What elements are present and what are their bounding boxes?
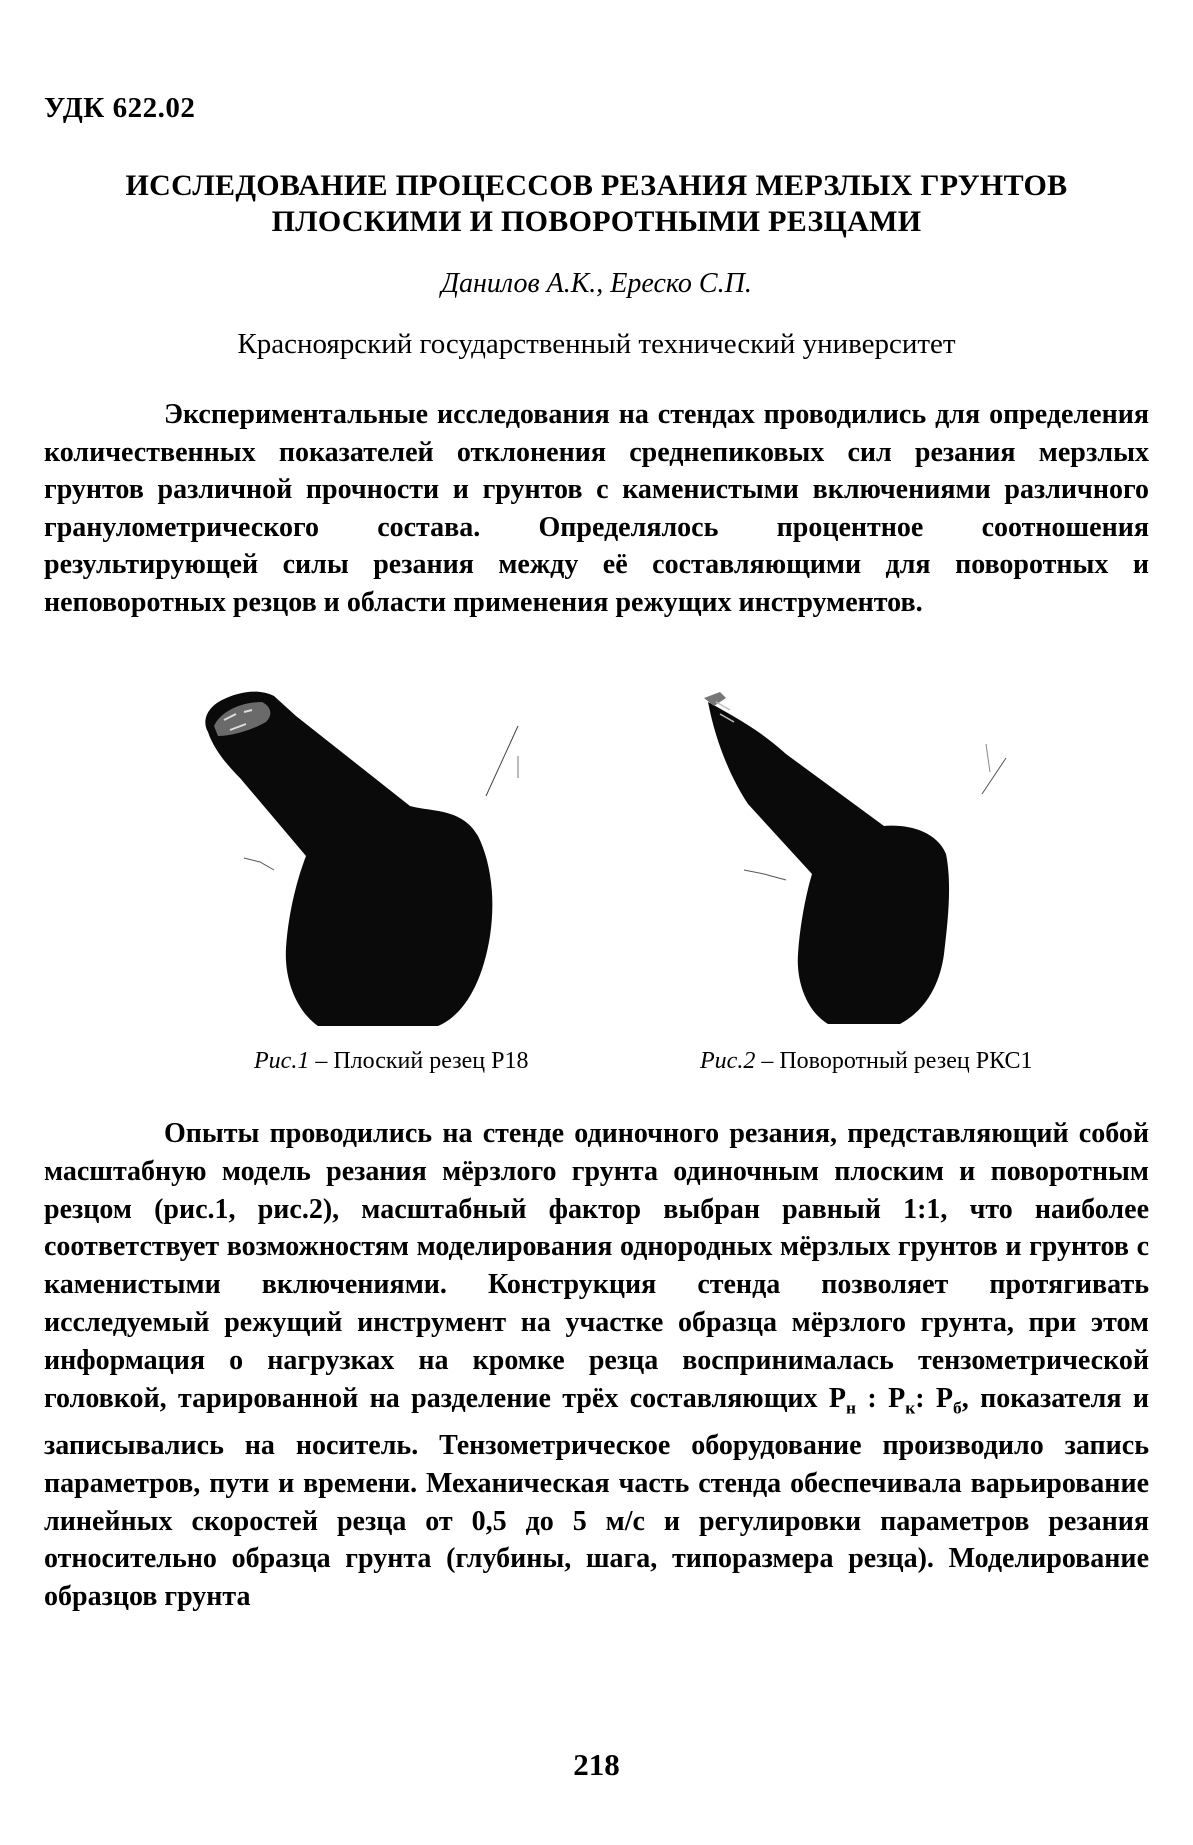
figure-1-label: Рис.1 — [254, 1048, 310, 1074]
force-p-symbol: P — [935, 1382, 954, 1414]
authors: Данилов А.К., Ереско С.П. — [441, 268, 752, 299]
figure-1-caption-text: – Плоский резец Р18 — [309, 1048, 529, 1074]
ratio-separator-2: : — [915, 1382, 936, 1414]
rotary-cutter-shape — [704, 692, 1006, 1024]
paper-title-line-1: ИССЛЕДОВАНИЕ ПРОЦЕССОВ РЕЗАНИЯ МЕРЗЛЫХ ГРУНТОВ — [125, 169, 1068, 202]
body-paragraph — [44, 1115, 1149, 1616]
affiliation: Красноярский государственный технический университет — [237, 328, 956, 360]
force-p-symbol: P — [828, 1382, 846, 1414]
force-subscript-k: к — [905, 1398, 916, 1418]
body-text-part-b: , показателя и записывались на носитель. Тензометрическое оборудование производило запись параметров, пути и времени. Механическая часть стенда обеспечивала варьирование линейных скоростей резца от 0,5 до 5 м/с и регулировки параметров резания относительно образца грунта (глубины, шага, типоразмера резца). Моделирование образцов грунта — [44, 1382, 1150, 1613]
ratio-separator-1: : — [855, 1382, 889, 1414]
figure-2-caption-text: – Поворотный резец РКС1 — [755, 1048, 1033, 1074]
figure-2-label: Рис.2 — [700, 1048, 756, 1074]
figure-2-rotary-cutter-photo — [690, 684, 1090, 1028]
udk-code: УДК 622.02 — [44, 92, 196, 124]
figure-2-caption — [700, 1048, 1032, 1075]
paper-title-line-2: ПЛОСКИМИ И ПОВОРОТНЫМИ РЕЗЦАМИ — [271, 205, 922, 238]
abstract-paragraph: Экспериментальные исследования на стендах проводились для определения количественных показателей отклонения среднепиковых сил резания мерзлых грунтов различной прочности и грунтов с каменистыми включениями различного гранулометрического состава. Определялось процентное соотношения результирующей силы резания между её составляющими для поворотных и неповоротных резцов и области применения режущих инструментов. — [44, 399, 1149, 618]
force-p-symbol: P — [888, 1382, 906, 1414]
flat-cutter-shape — [205, 692, 518, 1026]
body-text-part-a: Опыты проводились на стенде одиночного резания, представляющий собой масштабную модель резания мёрзлого грунта одиночным плоским и поворотным резцом (рис.1, рис.2), масштабный фактор выбран равный 1:1, что наиболее соответствует возможностям моделирования однородных мёрзлых грунтов и грунтов с каменистыми включениями. Конструкция стенда позволяет протягивать исследуемый режущий инструмент на участке образца мёрзлого грунта, при этом информация о нагрузках на кромке резца воспринималась тензометрической головкой, тарированной на разделение трёх составляющих — [44, 1118, 1149, 1414]
force-subscript-b: б — [953, 1398, 962, 1418]
page-number: 218 — [573, 1747, 620, 1782]
figure-1-flat-cutter-photo — [200, 686, 580, 1028]
figure-1-caption — [254, 1048, 529, 1075]
force-subscript-n: н — [845, 1398, 856, 1418]
